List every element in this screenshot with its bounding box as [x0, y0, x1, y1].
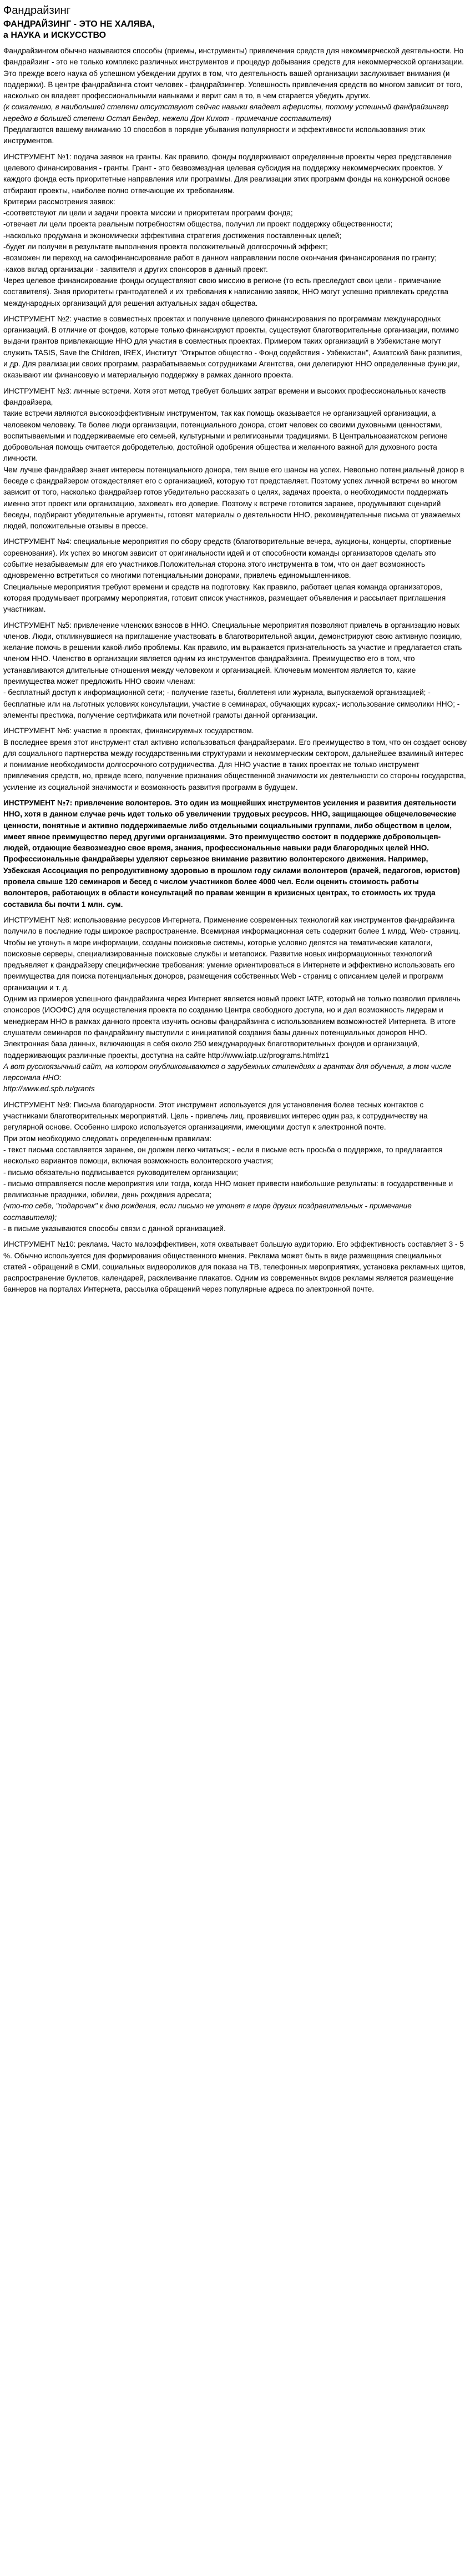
section-1-paragraph: -соответствуют ли цели и задачи проекта миссии и приоритетам программ фонда; — [3, 209, 293, 218]
section-6-paragraph: В последнее время этот инструмент стал активно использоваться фандрайзерами. Его преимущество в том, что он создает основу для социального партнерства между государственными структурами и некоммерческим сектором, дальнейшее взаимный интерес и понимание необходимости долгосрочного сотрудничества. Для ННО участие в таких проектах не только инструмент привлечения средств, но, прежде всего, получение признания общественной значимости их деятельности со стороны государства, усиление из социальной значимости и возможность развития программ в будущем. — [3, 738, 467, 792]
section-1-paragraph: Критерии рассмотрения заявок: — [3, 197, 115, 206]
section-3-paragraph: такие встречи являются высокоэффективным инструментом, так как помощь оказывается не организацией организации, а человеком человеку. Те более люди организации, потенциального донора, стоит человек со своими духовными ценностями, воспитываемыми и поддерживаемые его семьей, культурными и религиозными традициями. В Центральноазиатском регионе добровольная помощь считается добродетелью, достойной одобрения общества и желанного важной для духовного роста личности. — [3, 409, 448, 463]
section-9-paragraph: - письмо обязательно подписывается руководителем организации; — [3, 1168, 239, 1177]
section-8-paragraph: ИНСТРУМЕНТ №8: использование ресурсов Интернета. Применение современных технологий как инструментов фандрайзинга получило в последние годы широкое распространение. Всемирная информационная сеть содержит более 1 млрд. Web- страниц. Чтобы не утонуть в море информации, созданы поисковые системы, которые условно делятся на тематические каталоги, поисковые серверы, специализированные поисковые службы и метапоиск. Развитие новых информационных технологий предъявляет к фандрайзеру специфические требования: умение ориентироваться в Интернете и эффективно использовать его преимущества для поиска потенциальных доноров, размещения собственных Web - страниц с описанием целей и программ организации и т. д. — [3, 915, 461, 992]
section-3-paragraph: Чем лучше фандрайзер знает интересы потенциального донора, тем выше его шансы на успех. Невольно потенциальный донор в беседе с фандрайзером отождествляет его с организацией, которую тот представляет. Поэтому успех личной встречи во многом зависит от того, насколько фандрайзер готов убедительно рассказать о целях, задачах проекта, о необходимости поддержать именно этот проект или организацию, заховеать его доверие. Поэтому к встрече готовится заранее, продумывают сценарий беседы, подбирают убедительные аргументы, готовят материалы о деятельности ННО, рекомендательные письма от уважаемых людей, положительные отзывы в прессе. — [3, 465, 464, 531]
instrument-section-3 — [3, 386, 467, 532]
section-6-paragraph: ИНСТРУМЕНТ №6: участие в проектах, финансируемых государством. — [3, 727, 254, 735]
section-3-paragraph: ИНСТРУМЕНТ №3: личные встречи. Хотя этот метод требует больших затрат времени и высоких профессиональных качеств фандрайзера, — [3, 386, 446, 406]
page-title: Фандрайзинг — [3, 4, 71, 17]
section-2-paragraph: ИНСТРУМЕНТ №2: участие в совместных проектах и получение целевого финансирования по программам международных организаций. В отличие от фондов, которые только финансируют проекты, существуют благотворительные организации, помимо выдачи грантов привлекающие ННО для участия в совместных проектах. Примером таких организаций в Узбекистане могут служить TASIS, Save the Children, IREX, Институт "Открытое общество - Фонд содействия - Узбекистан", Азиатский банк развития, и др. Для реализации своих программ, разрабатываемых сотрудниками Агентства, они делегируют ННО определенные функции, оказывают им финансовую и материальную поддержку в рамках данного проекта. — [3, 314, 462, 380]
section-4-paragraph: ИНСТРУМЕНТ №4: специальные мероприятия по сбору средств (благотворительные вечера, аукционы, концерты, спортивные соревнования). Их успех во многом зависит от оригинальности идей и от способности команды организаторов сделать это событие незабываемым для его участников.Положительная сторона этого инструмента в том, что он дает возможность одновременно встретиться со многими потенциальными донорами, привлечь единомышленников. — [3, 537, 452, 580]
section-5-paragraph: ИНСТРУМЕНТ №5: привлечение членских взносов в ННО. Специальные мероприятия позволяют привлечь в организацию новых членов. Люди, откликнувшиеся на приглашение участвовать в благотворительной акции, демонстрируют свою активную позицию, желание помочь в решении какой-либо проблемы. Как правило, им выражается признательность за участие и предлагается стать членом ННО. Членство в организации является одним из инструментов фандрайзинга. Преимущество его в том, что устанавливаются длительные отношения между человеком и организацией. Ключевым моментом является то, какие преимущества может предложить ННО своим членам: — [3, 621, 462, 686]
section-1-paragraph: -отвечает ли цели проекта реальным потребностям общества, получил ли проект поддержку общественности; — [3, 220, 393, 229]
grants-link[interactable]: http://www.ed.spb.ru/grants — [3, 1085, 95, 1093]
heading-line-2: а НАУКА и ИСКУССТВО — [3, 31, 107, 40]
section-5-paragraph: - бесплатный доступ к информационной сети; - получение газеты, бюллетеня или журнала, выпускаемой организацией; - бесплатные или на льготных условиях консультации, участие в семинарах, обучающих курсах;- использование символики ННО; - элементы престижа, получение сертификата или почетной грамоты данной организации. — [3, 688, 460, 719]
instrument-section-7 — [3, 798, 467, 910]
section-9-paragraph: - текст письма составляется заранее, он должен легко читаться; - если в письме есть просьба о поддержке, то предлагается несколько вариантов помощи, включая возможность волонтерского участия; — [3, 1145, 443, 1166]
instrument-section-9 — [3, 1100, 467, 1235]
section-1-paragraph: ИНСТРУМЕНТ №1: подача заявок на гранты. Как правило, фонды поддерживают определенные проекты через представление целевого финансирования - гранты. Грант - это безвозмездная целевая субсидия на поддержку некоммерческих проектов. У каждого фонда есть приоритетные направления или программы. Для реализации этих программ фонды на конкурсной основе отбирают проекты, наиболее полно отвечающие их требованиям. — [3, 152, 452, 195]
section-1-paragraph: -возможен ли переход на самофинансирование работ в данном направлении после окончания финансирования по гранту; — [3, 254, 437, 263]
instrument-section-4 — [3, 536, 467, 615]
instrument-section-2 — [3, 314, 467, 381]
section-9-paragraph: При этом необходимо следовать определенным правилам: — [3, 1134, 212, 1143]
instrument-section-10 — [3, 1239, 467, 1295]
instrument-section-8 — [3, 915, 467, 1095]
article-heading — [3, 19, 467, 41]
intro-text: Фандрайзингом обычно называются способы (приемы, инструменты) привлечения средств для некоммерческой деятельности. Но фандрайзинг - это не только комплекс различных инструментов и процедур добывания средств для некоммерческой организации. Это прежде всего наука об успешном убеждении других в том, что деятельность вашей организации заслуживает внимания (и поддержки). В центре фандрайзинга стоит человек - фандрайзингер. Успешность привлечения средств во многом зависит от того, насколько он владеет профессиональными навыками и верит сам в то, в чем старается убедить других. — [3, 47, 464, 100]
section-9-final-item: - в письме указываются способы связи с данной организацией. — [3, 1224, 226, 1233]
intro-closing: Предлагаются вашему вниманию 10 способов в порядке убывания популярности и эффективности использования этих инструментов. — [3, 125, 426, 145]
section-1-paragraph: -каков вклад организации - заявителя и других спонсоров в данный проект. — [3, 265, 268, 274]
section-9-italic-remark: (что-то себе, "подарочек" к дню рождения, если письмо не утонет в море других поздравительных - примечание составителя); — [3, 1202, 412, 1222]
section-7-paragraph: Профессиональные фандрайзеры уделяют серьезное внимание развитию волонтерского движения. Например, Узбекская Ассоциация по репродуктивному здоровью в прошлом году силами волонтеров (врачей, педагогов, юристов) провела свыше 120 семинаров и бесед с числом участников более 4000 чел. Если оценить стоимость работы волонтеров, работающих в области консультаций по правам женщин в кризисных центрах, то стоимость их труда составила бы почти 1 млн. сум. — [3, 855, 460, 909]
instrument-section-1 — [3, 152, 467, 309]
section-1-paragraph: -будет ли получен в результате выполнения проекта положительный долгосрочный эффект; — [3, 243, 328, 251]
intro-italic-note: (к сожалению, в наибольшей степени отсутствуют сейчас навыки владеет аферисты, потому успешный фандрайзингер нередко в большей степени Остап Бендер, нежели Дон Кихот - примечание составителя) — [3, 103, 449, 123]
instrument-section-6 — [3, 725, 467, 793]
instrument-sections — [3, 152, 467, 1295]
section-1-paragraph: -насколько продумана и экономически эффективна стратегия достижения поставленных целей; — [3, 231, 342, 240]
section-7-paragraph: ИНСТРУМЕНТ №7: привлечение волонтеров. Это один из мощнейших инструментов усиления и развития деятельности ННО, хотя в данном случае речь идет только об увеличении трудовых ресурсов. ННО, защищающее общечеловеческие ценности, понятные и активно поддерживаемые либо отдельными социальными группами, либо обществом в целом, имеет явное преимущество перед другими организациями. Это преимущество состоит в поддержке добровольцев- людей, отдающие безвозмездно свое время, знания, профессиональные навыки ради благородных целей ННО. — [3, 799, 457, 853]
section-8-paragraph: Одним из примеров успешного фандрайзинга через Интернет является новый проект IATP, который не только позволил привлечь спонсоров (ИООФС) для осуществления проекта по созданию Центра свободного доступа, но и дал возможность лидерам и менеджерам ННО в рамках данного проекта изучить основы фандрайзинга с использованием возможностей Интернета. В итоге слушатели семинаров по фандрайзингу выступили с инициативой создания базы данных потенциальных доноров ННО. Электронная база данных, включающая в себя около 250 международных благотворительных фондов и организаций, поддерживающих различные проекты, доступна на сайте http://www.iatp.uz/programs.html#z1 — [3, 995, 461, 1060]
instrument-section-5 — [3, 620, 467, 722]
section-8-italic-note: А вот русскоязычный сайт, на котором опубликовываются о зарубежных стипендиях и грантах для обучения, в том числе персонала ННО: — [3, 1062, 452, 1082]
section-9-paragraph: - письмо отправляется после мероприятия или тогда, когда ННО может привести наибольшие результаты: в государственные и религиозные праздники, юбилеи, день рождения адресата; — [3, 1179, 453, 1199]
intro-section — [3, 46, 467, 147]
section-9-paragraph: ИНСТРУМЕНТ №9: Письма благодарности. Этот инструмент используется для установления более тесных контактов с участниками благотворительных мероприятий. Цель - привлечь лиц, проявивших интерес один раз, к сотрудничеству на регулярной основе. Особенно широко используется организациями, имеющими доступ к электронной почте. — [3, 1100, 428, 1132]
section-10-paragraph: ИНСТРУМЕНТ №10: реклама. Часто малоэффективен, хотя охватывает большую аудиторию. Его эффективность составляет 3 - 5 %. Обычно используется для формирования общественного мнения. Реклама может быть в виде размещения специальных статей - обращений в СМИ, социальных видеороликов для показа на ТВ, телефонных мероприятиях, установка рекламных щитов, распространение буклетов, календарей, расклеивание плакатов. Одним из современных видов рекламы является размещение баннеров на порталах Интернета, рассылка обращений через популярные адреса по электронной почте. — [3, 1240, 466, 1294]
section-1-paragraph: Через целевое финансирование фонды осуществляют свою миссию в регионе (то есть преследуют свои цели - примечание составителя). Зная приоритеты грантодателей и их требования к написанию заявок, ННО могут успешно привлекать средства международных организаций для решения актуальных задач общества. — [3, 276, 448, 307]
section-4-paragraph: Специальные мероприятия требуют времени и средств на подготовку. Как правило, работает целая команда организаторов, которая продумывает программу мероприятия, готовит список участников, размещает объявления и рассылает приглашения участникам. — [3, 582, 446, 614]
heading-line-1: ФАНДРАЙЗИНГ - ЭТО НЕ ХАЛЯВА, — [3, 19, 155, 29]
